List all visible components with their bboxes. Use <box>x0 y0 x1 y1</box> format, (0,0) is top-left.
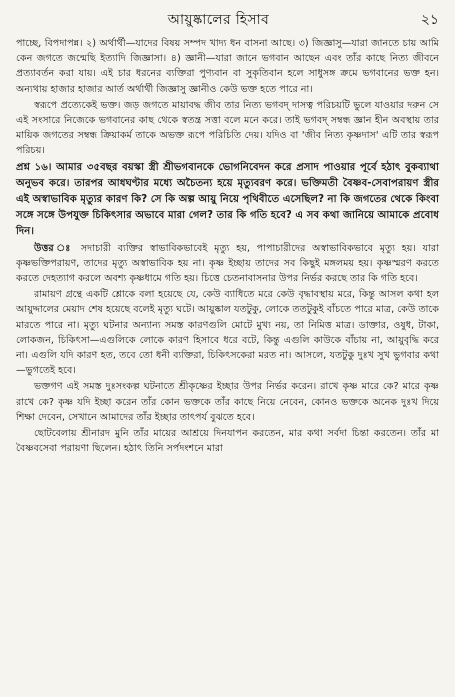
question-block <box>16 160 439 240</box>
answer-text: সদাচারী ব্যক্তির স্বাভাবিকভাবেই মৃত্যু হয়, পাপাচারীদের অস্বাভাবিকভাবে মৃত্যু হয়। যারা কৃষ্ণভক্তিপরায়ণ, তাদের মৃত্যু অস্বাভাবিক হয় না। কৃষ্ণ ইচ্ছায় তাদের সব কিছুই মঙ্গলময় হয়। কৃষ্ণস্মরণ করতে করতে দেহত্যাগ করলে অবশ্য কৃষ্ণধামে গতি হয়। চিত্তে চেতনাবাসনার উপর নির্ভর করছে তার কি গতি হবে। <box>16 242 439 285</box>
paragraph: রামায়ণ গ্রন্থে একটি শ্লোকে বলা হয়েছে যে, কেউ ব্যাধিতে মরে কেউ বৃদ্ধাবস্থায় মরে, কিন্তু আসল কথা হল আয়ুদ্দালের মেয়াদ শেষ হয়েছে বলেই মৃত্যু ঘটে। আয়ুষ্কাল যতটুকু, লোকে ততটুকুই বাঁচতে পারে মাত্র, কেউ তাকে মারতে পারে না। মৃত্যু ঘটনার অন্যান্য সমস্ত কারণগুলি মোটে মুখ্য নয়, তা নিমিত্ত মাত্র। ডাক্তার, ওষুধ, টাকা, লোকজন, চিকিৎসা—এগুলিকে লোকে কারণ হিসাবে ধরে বটে, কিন্তু এগুলি কাউকে বাঁচায় না, আয়ুবৃদ্ধি করে না। এগুলি যদি কারণ হত, তবে তো ধনী ব্যক্তিরা, চিকিৎসকেরা মরত না। আসলে, যতটুকু দুঃখ সুখ ভুগবার কথা—ভুগতেই হবে। <box>16 289 439 377</box>
page-header <box>16 8 439 30</box>
page-body <box>16 36 439 456</box>
paragraph: ছোটবেলায় শ্রীনারদ মুনি তাঁর মায়ের আশ্রয়ে দিনযাপন করতেন, মার কথা সর্বদা চিন্তা করতেন। তাঁর মা বৈষ্ণবসেবা পরায়ণা ছিলেন। হঠাৎ তিনি সর্পদংশনে মারা <box>16 428 439 455</box>
running-title: আয়ুষ্কালের হিসাব <box>167 12 270 28</box>
page-number: ২১ <box>420 12 439 28</box>
paragraph: পাচ্ছে, বিপদাপন্ন। ২) অর্থার্থী—যাদের বিষয় সম্পদ খাদ্য ধন বাসনা আছে। ৩) জিজ্ঞাসু—যারা জানতে চায় আমি কেন জগতে জন্মেছি ইত্যাদি জিজ্ঞাসা। ৪) জ্ঞানী—যারা জানে ভগবান আছেন এবং তাঁর কাছে নিত্য জীবনে প্রত্যাবর্তন করা যায়। এই চার ধরনের ব্যক্তিরা পুণ্যবান বা সুকৃতিবান হলে সাধুসঙ্গ ক্রমে ভগবানের ভক্ত হন। অন্যথায় হাজার হাজার আর্ত অর্থার্থী জিজ্ঞাসু জ্ঞানীও কেউ ভক্ত হতে পারে না। <box>16 38 439 95</box>
question-text: আমার ৩৫বছর বয়স্কা স্ত্রী শ্রীভগবানকে ভোগনিবেদন করে প্রসাদ পাওয়ার পূর্বে হঠাৎ বুকব্যাথা অনুভব করে। তারপর আধঘণ্টার মধ্যে অচৈতন্য হয়ে মৃত্যুবরণ করে। ভক্তিমতী বৈষ্ণব-সেবাপরায়ণ স্ত্রীর এই অস্বাভাবিক মৃত্যুর কারণ কি? সে কি অল্প আয়ু নিয়ে পৃথিবীতে এসেছিল? না কি জগতের থেকে কিংবা সঙ্গে সঙ্গে উপযুক্ত চিকিৎসার অভাবে মারা গেল? তার কি গতি হবে? এ সব কথা জানিয়ে আমাকে প্রবোধ দিন। <box>16 161 439 237</box>
answer-label: উত্তর ঃ <box>34 242 75 254</box>
paragraph: ভক্তগণ এই সমস্ত দুঃসংকল্প ঘটনাতে শ্রীকৃষ্ণের ইচ্ছার উপর নির্ভর করেন। রাখে কৃষ্ণ মারে কে? মারে কৃষ্ণ রাখে কে? কৃষ্ণ যদি ইচ্ছা করেন তাঁর কোন ভক্তকে তাঁর কাছে নিয়ে নেবেন, কোনও ভক্তকে অনেক দুঃখ দিয়ে শিক্ষা দেবেন, সেখানে আমাদের তাঁর ইচ্ছার তাৎপর্য বুঝতে হবে। <box>16 381 439 423</box>
question-label: প্রশ্ন ১৬। <box>16 161 52 173</box>
answer-block <box>16 241 439 287</box>
paragraph: স্বরূপে প্রত্যেকেই ভক্ত। জড় জগতে মায়াবদ্ধ জীব তার নিত্য ভগবদ্ দাসত্ব পরিচয়টি ভুলে যাওয়ার দরুন সে এই সংসারে নিজেকে ভগবানের কাছ থেকে স্বতন্ত্র সত্তা বলে মনে করে। তাই ভগবদ্ সম্বন্ধ জ্ঞান হীন অবস্থায় তার মায়িক জগতের সম্বন্ধ ক্রিয়াকর্ম তাকে অভক্ত রূপে পরিচিতি দেয়। যদিও বা 'জীব নিত্য কৃষ্ণদাস' এটি তার স্বরূপ পরিচয়। <box>16 99 439 157</box>
